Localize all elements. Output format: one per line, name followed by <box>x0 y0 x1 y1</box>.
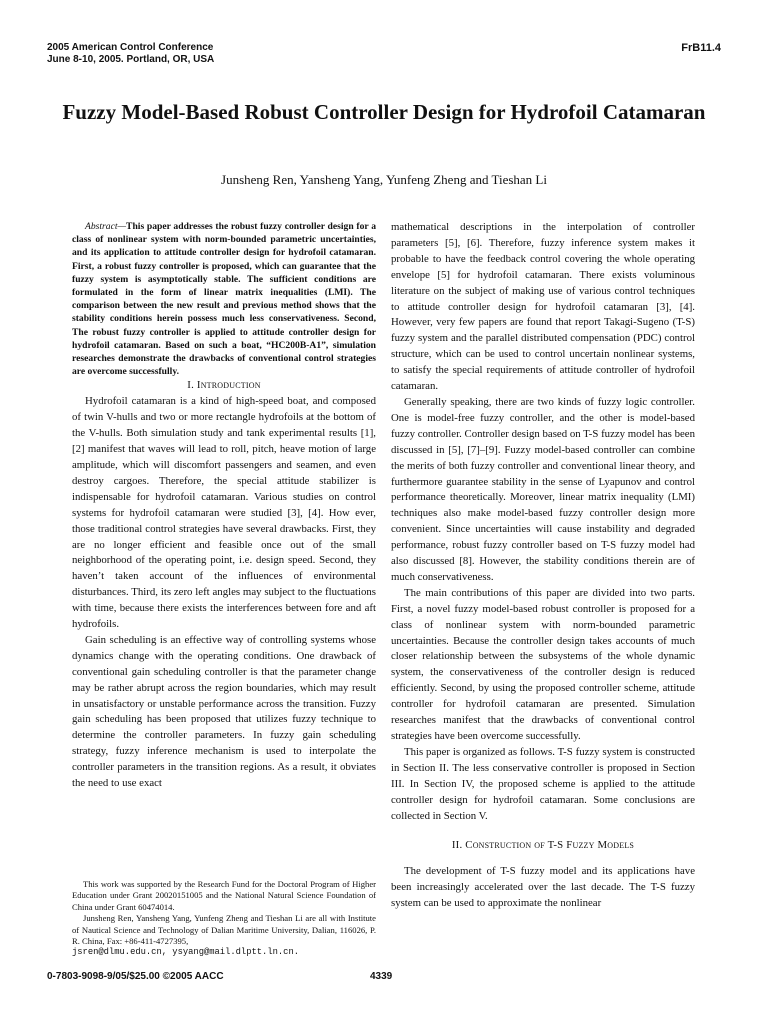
intro-paragraph-2-cont: mathematical descriptions in the interpolation of controller parameters [5], [6]. Therefore, fuzzy inference system makes it probable to have the feedback control covering the whole operating envelope [5] for hydrofoil catamaran. There exists voluminous literature on the subject of making use of various control techniques to attitude controller design for hydrofoil catamaran [3], [4]. However, very few papers are found that report Takagi-Sugeno (T-S) fuzzy system and the parallel distributed compensation (PDC) control structure, which can be used to control uncertain nonlinear systems, to satisfy the special requirements of attitude controller of hydrofoil catamaran. <box>391 221 695 393</box>
author-list: Junsheng Ren, Yansheng Yang, Yunfeng Zheng and Tieshan Li <box>221 172 547 187</box>
author-emails: jsren@dlmu.edu.cn, ysyang@mail.dlptt.ln.cn. <box>72 947 299 958</box>
intro-paragraph-4: The main contributions of this paper are divided into two parts. First, a novel fuzzy model-based robust controller is proposed for a class of nonlinear system with norm-bounded parametric uncertainties. Because the controller design takes accounts of much closer relationship between the subsystems of the whole dynamic system, the conservativeness of the controller design is reduced efficiently. Second, by using the proposed controller scheme, attitude controller for hydrofoil catamaran are presented. Simulation researches manifest that the drawbacks of conventional control strategies have been overcome successfully. <box>391 586 695 742</box>
conference-name: 2005 American Control Conference <box>47 42 214 53</box>
right-column <box>391 220 695 912</box>
affiliation-note: Junsheng Ren, Yansheng Yang, Yunfeng Zheng and Tieshan Li are all with Institute of Nautical Science and Technology of Dalian Maritime University, Dalian, 116026, P. R. China, Fax: +86-411-4727395, <box>72 913 376 947</box>
abstract <box>72 220 376 378</box>
funding-note: This work was supported by the Research Fund for the Doctoral Program of Higher Education under Grant 20020151005 and the National Natural Science Foundation of China under Grant 60474014. <box>72 879 376 912</box>
section-number: II. <box>451 839 463 852</box>
copyright-line: 0-7803-9098-9/05/$25.00 ©2005 AACC <box>47 971 224 982</box>
intro-paragraph-2-start: Gain scheduling is an effective way of controlling systems whose dynamics change with the operating conditions. One drawback of conventional gain scheduling controller is that the parameter change may be rather abrupt across the region boundaries, which may result in unsatisfactory or unstable performance across the transition. Fuzzy gain scheduling has been proposed that utilizes fuzzy technique to determine the controller parameters. In fuzzy gain scheduling strategy, fuzzy inference mechanism is used to interpolate the controller parameters in the transition regions. As a result, it obviates the need to use exact <box>72 633 376 790</box>
abstract-text: This paper addresses the robust fuzzy controller design for a class of nonlinear system with norm-bounded parametric uncertainties, and its application to attitude controller design for hydrofoil catamaran. First, a robust fuzzy controller is proposed, which can guarantee that the fuzzy system is asymptotically stable. The sufficient conditions are formulated in the form of linear matrix inequalities (LMI). The comparison between the new result and previous method shows that the stability conditions herein possess much less conservativeness. Second, The robust fuzzy controller is applied to attitude controller design for hydrofoil catamaran. Based on such a boat, “HC200B-A1”, simulation researches demonstrate the drawbacks of conventional control strategies are overcome successfully. <box>72 221 376 378</box>
section-title: Construction of T-S Fuzzy Models <box>465 839 635 852</box>
section2-paragraph: The development of T-S fuzzy model and its applications have been increasingly accelerated over the last decade. The T-S fuzzy system can be used to approximate the nonlinear <box>391 865 695 910</box>
left-column <box>72 220 376 792</box>
page-number: 4339 <box>370 971 393 982</box>
conference-dates: June 8-10, 2005. Portland, OR, USA <box>47 54 215 65</box>
session-code: FrB11.4 <box>681 42 721 54</box>
section-number: I. <box>187 379 194 392</box>
intro-paragraph-3: Generally speaking, there are two kinds of fuzzy logic controller. One is model-free fuzzy controller, and the other is model-based fuzzy controller. Controller design based on T-S fuzzy model has been discussed in [5], [7]–[9]. Fuzzy model-based controller can combine the merits of both fuzzy controller and conventional linear theory, and furthermore guarantee stability in the sense of Lyapunov and control performance theoretically. Moreover, linear matrix inequality (LMI) techniques also make model-based fuzzy controller design more convenient. Since uncertainties will cause instability and degraded performance, robust fuzzy controller based on T-S fuzzy model had also discussed [8]. However, the stability conditions therein are of much conservativeness. <box>391 395 695 583</box>
footnote <box>72 879 376 959</box>
section-heading-introduction <box>72 378 376 394</box>
section-title: Introduction <box>196 379 261 392</box>
intro-paragraph-5: This paper is organized as follows. T-S fuzzy system is constructed in Section II. The less conservative controller is proposed in Section III. In Section IV, the proposed scheme is applied to the attitude controller design for hydrofoil catamaran. Some conclusions are collected in Section V. <box>391 745 695 822</box>
abstract-lead: Abstract— <box>85 221 127 232</box>
paper-title: Fuzzy Model-Based Robust Controller Design for Hydrofoil Catamaran <box>62 100 706 124</box>
intro-paragraph-1: Hydrofoil catamaran is a kind of high-speed boat, and composed of twin V-hulls and two or more rectangle hydrofoils at the bottom of the V-hulls. Both simulation study and tank experimental results [1], [2] manifest that waves will lead to roll, pitch, heave motion of large amplitude, which will discomfort passengers and seamen, and even destroy cargoes. Therefore, the special attitude stabilizer is indispensable for hydrofoil catamaran. Various studies on control systems for hydrofoil catamaran were studied [3], [4]. How ever, those traditional control strategies have several drawbacks. First, they are no longer efficient and feasible once out of the small neighborhood of the operating point, i.e. design speed. Second, they haven’t taken account of the influences of environmental disturbances. Third, its zero left angles may subject to the fluctuations with time, because there exists the interferences between fore and aft hydrofoils. <box>72 395 376 631</box>
section-heading-construction <box>391 838 695 854</box>
conference-header <box>47 42 214 66</box>
